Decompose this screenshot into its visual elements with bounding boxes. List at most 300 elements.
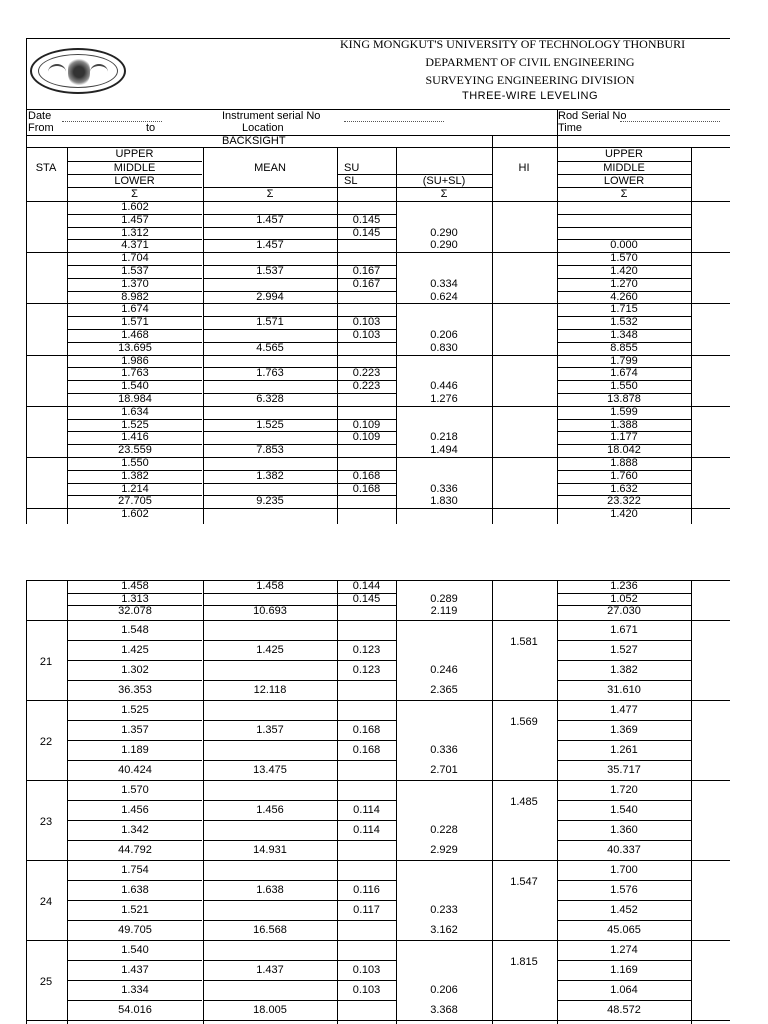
top-cell-10-2: 0.103 xyxy=(352,329,381,341)
top-cell-17-4: 1.388 xyxy=(610,418,638,431)
top-row-line-11 xyxy=(67,342,202,343)
from-label: From xyxy=(28,122,54,134)
station-0-cell-1-2: 0.123 xyxy=(352,644,381,656)
top-row-line-13 xyxy=(67,367,202,368)
station-1-cell-1-2: 0.168 xyxy=(352,724,381,736)
top-cell-20-0: 1.550 xyxy=(121,457,149,469)
station-3-cell-1-4: 1.576 xyxy=(610,884,638,896)
station-3-cell-2-3: 0.233 xyxy=(430,904,458,916)
top-mid-line-10 xyxy=(203,329,396,330)
station-1-cell-2-0: 1.189 xyxy=(121,744,149,756)
station-hi-0: 1.581 xyxy=(510,636,538,648)
station-0-bottom-line xyxy=(26,700,730,701)
division-name: SURVEYING ENGINEERING DIVISION xyxy=(425,73,635,87)
top-mid-line-19 xyxy=(203,444,396,445)
station-number-0: 21 xyxy=(39,656,53,668)
date-label: Date xyxy=(28,110,52,122)
station-2-cell-0-4: 1.720 xyxy=(610,784,638,796)
station-0-cell-3-4: 31.610 xyxy=(607,684,641,696)
station-1-cell-2-3: 0.336 xyxy=(430,744,458,756)
station-0-mid-line-1 xyxy=(203,640,396,641)
top-row-line-15 xyxy=(67,393,202,394)
col-mean: MEAN xyxy=(254,162,286,174)
station-0-cell-3-3: 2.365 xyxy=(430,684,458,696)
top-cell-3-4: 0.000 xyxy=(610,239,638,252)
top-fs-line-6 xyxy=(557,278,691,279)
top-fs-line-23 xyxy=(557,495,691,496)
station-2-cell-3-4: 40.337 xyxy=(607,844,641,856)
mid-cell-1-2: 0.145 xyxy=(352,592,381,605)
station-hi-2: 1.485 xyxy=(510,796,538,808)
station-hi-1: 1.569 xyxy=(510,716,538,728)
bottom-column-rule-0 xyxy=(26,580,27,1024)
station-1-row-line-2 xyxy=(67,740,202,741)
header-sub-line-1 xyxy=(67,161,202,162)
top-row-line-3 xyxy=(67,239,202,240)
top-cell-13-4: 1.674 xyxy=(610,367,638,380)
top-cell-0-0: 1.602 xyxy=(121,201,149,213)
station-3-fs-line-3 xyxy=(557,920,691,921)
top-cell-7-1: 2.994 xyxy=(256,290,284,303)
station-1-mid-line-1 xyxy=(203,720,396,721)
mid-mid-line-1 xyxy=(203,593,396,594)
top-row-line-12 xyxy=(26,355,730,356)
station-0-row-line-3 xyxy=(67,680,202,681)
station-4-row-line-2 xyxy=(67,980,202,981)
column-rule-7 xyxy=(691,147,692,524)
mid-cell-0-1: 1.458 xyxy=(256,580,284,592)
top-cell-11-3: 0.830 xyxy=(430,341,458,354)
station-0-cell-2-2: 0.123 xyxy=(352,664,381,676)
column-rule-1 xyxy=(67,147,68,524)
station-2-cell-1-2: 0.114 xyxy=(353,804,380,816)
top-row-line-5 xyxy=(67,265,202,266)
station-3-mid-line-3 xyxy=(203,920,396,921)
top-row-line-17 xyxy=(67,419,202,420)
top-fs-line-15 xyxy=(557,393,691,394)
top-cell-9-2: 0.103 xyxy=(352,316,381,329)
top-row-line-23 xyxy=(67,495,202,496)
mid-cell-1-3: 0.289 xyxy=(430,592,458,605)
top-cell-9-0: 1.571 xyxy=(121,316,149,329)
station-4-fs-line-1 xyxy=(557,960,691,961)
top-fs-line-21 xyxy=(557,470,691,471)
station-4-cell-2-4: 1.064 xyxy=(610,984,638,996)
station-2-cell-3-0: 44.792 xyxy=(118,844,152,856)
top-cell-14-4: 1.550 xyxy=(610,380,638,393)
station-0-fs-line-3 xyxy=(557,680,691,681)
top-cell-2-3: 0.290 xyxy=(430,226,458,239)
station-4-fs-line-3 xyxy=(557,1000,691,1001)
station-number-1: 22 xyxy=(39,736,53,748)
station-1-cell-3-4: 35.717 xyxy=(607,764,641,776)
station-4-bottom-line xyxy=(26,1020,730,1021)
instrument-label: Instrument serial No xyxy=(222,110,321,122)
top-fs-line-1 xyxy=(557,214,691,215)
top-cell-13-0: 1.763 xyxy=(121,367,149,380)
station-1-mid-line-3 xyxy=(203,760,396,761)
station-0-mid-line-3 xyxy=(203,680,396,681)
station-2-cell-1-0: 1.456 xyxy=(121,804,149,816)
station-3-cell-1-2: 0.116 xyxy=(353,884,380,896)
top-mid-line-22 xyxy=(203,483,396,484)
station-2-cell-3-1: 14.931 xyxy=(253,844,287,856)
station-number-2: 23 xyxy=(39,816,53,828)
bottom-column-rule-4 xyxy=(396,580,397,1024)
top-row-line-9 xyxy=(67,316,202,317)
col-hi: HI xyxy=(518,162,530,174)
form-bottom-border xyxy=(26,135,730,136)
station-0-cell-0-0: 1.548 xyxy=(121,624,149,636)
top-mid-line-17 xyxy=(203,419,396,420)
station-hi-4: 1.815 xyxy=(510,956,538,968)
station-0-cell-0-4: 1.671 xyxy=(610,624,638,636)
top-cell-18-4: 1.177 xyxy=(610,431,638,444)
seal-emblem-icon xyxy=(68,58,90,86)
station-0-mid-line-2 xyxy=(203,660,396,661)
station-2-cell-1-1: 1.456 xyxy=(256,804,284,816)
top-cell-1-0: 1.457 xyxy=(121,213,149,226)
station-3-row-line-3 xyxy=(67,920,202,921)
top-row-line-24 xyxy=(26,508,730,509)
top-cell-7-4: 4.260 xyxy=(610,290,638,303)
top-cell-1-1: 1.457 xyxy=(256,213,284,226)
station-0-fs-line-2 xyxy=(557,660,691,661)
station-4-cell-0-4: 1.274 xyxy=(610,944,638,956)
station-3-cell-2-4: 1.452 xyxy=(610,904,638,916)
page-break-gap xyxy=(0,524,768,580)
col-fs-lower: LOWER xyxy=(603,175,645,187)
time-label: Time xyxy=(558,122,583,134)
top-cell-17-2: 0.109 xyxy=(352,418,381,431)
top-cell-15-0: 18.984 xyxy=(118,393,152,405)
top-cell-12-0: 1.986 xyxy=(121,354,149,367)
top-cell-18-0: 1.416 xyxy=(121,431,149,444)
station-hi-3: 1.547 xyxy=(510,876,538,888)
top-cell-8-0: 1.674 xyxy=(121,303,149,316)
station-1-fs-line-3 xyxy=(557,760,691,761)
top-cell-5-2: 0.167 xyxy=(352,265,381,277)
station-1-cell-1-4: 1.369 xyxy=(610,724,638,736)
top-row-line-21 xyxy=(67,470,202,471)
fs-top-rule xyxy=(557,109,558,147)
station-3-cell-2-2: 0.117 xyxy=(353,904,380,916)
top-row-line-20 xyxy=(26,457,730,458)
top-mid-line-14 xyxy=(203,380,396,381)
date-fill-line xyxy=(62,121,162,122)
col-fs-upper: UPPER xyxy=(605,148,643,160)
top-fs-line-17 xyxy=(557,419,691,420)
station-4-cell-3-4: 48.572 xyxy=(607,1004,641,1016)
top-row-line-2 xyxy=(67,227,202,228)
top-cell-6-3: 0.334 xyxy=(430,277,458,290)
station-2-cell-0-0: 1.570 xyxy=(121,784,149,796)
top-cell-13-2: 0.223 xyxy=(352,367,381,380)
top-cell-3-0: 4.371 xyxy=(121,239,149,252)
station-4-cell-2-2: 0.103 xyxy=(352,984,381,996)
column-rule-5 xyxy=(492,147,493,524)
top-cell-11-4: 8.855 xyxy=(610,341,638,354)
station-4-cell-1-4: 1.169 xyxy=(610,964,638,976)
top-cell-14-3: 0.446 xyxy=(430,380,458,393)
mid-cell-2-4: 27.030 xyxy=(607,605,641,617)
mid-row-line-1 xyxy=(67,593,202,594)
station-1-cell-2-2: 0.168 xyxy=(352,744,381,756)
top-cell-6-2: 0.167 xyxy=(352,277,381,290)
top-cell-23-4: 23.322 xyxy=(607,495,641,508)
top-mid-line-23 xyxy=(203,495,396,496)
frame-top-border xyxy=(26,38,730,39)
mid-cell-2-1: 10.693 xyxy=(253,605,287,617)
station-2-mid-line-3 xyxy=(203,840,396,841)
top-fs-line-13 xyxy=(557,367,691,368)
top-cell-4-0: 1.704 xyxy=(121,252,149,265)
top-mid-line-11 xyxy=(203,342,396,343)
station-1-cell-0-0: 1.525 xyxy=(121,704,149,716)
station-3-cell-3-3: 3.162 xyxy=(430,924,458,936)
station-0-cell-2-4: 1.382 xyxy=(610,664,638,676)
top-cell-21-1: 1.382 xyxy=(256,469,284,482)
top-cell-10-0: 1.468 xyxy=(121,329,149,341)
top-row-line-7 xyxy=(67,291,202,292)
station-4-cell-3-1: 18.005 xyxy=(253,1004,287,1016)
sheet-title: THREE-WIRE LEVELING xyxy=(461,90,599,102)
header-sub-line-2 xyxy=(67,174,202,175)
top-row-line-10 xyxy=(67,329,202,330)
station-4-row-line-1 xyxy=(67,960,202,961)
top-fs-line-7 xyxy=(557,291,691,292)
fs-header-sub-line-3 xyxy=(557,187,691,188)
top-cell-8-4: 1.715 xyxy=(610,303,638,316)
station-4-cell-2-0: 1.334 xyxy=(121,984,149,996)
top-fs-line-22 xyxy=(557,483,691,484)
top-cell-10-4: 1.348 xyxy=(610,329,638,341)
col-su: SU xyxy=(344,162,360,174)
top-mid-line-13 xyxy=(203,367,396,368)
station-1-fs-line-1 xyxy=(557,720,691,721)
station-1-row-line-3 xyxy=(67,760,202,761)
top-cell-7-0: 8.982 xyxy=(121,290,149,303)
station-0-cell-3-1: 12.118 xyxy=(253,684,287,696)
station-2-row-line-1 xyxy=(67,800,202,801)
to-label: to xyxy=(146,122,156,134)
station-3-mid-line-2 xyxy=(203,900,396,901)
station-0-cell-2-3: 0.246 xyxy=(430,664,458,676)
top-cell-11-1: 4.565 xyxy=(256,341,284,354)
mid-cell-2-3: 2.119 xyxy=(430,605,458,617)
col-su-sl: (SU+SL) xyxy=(422,175,466,187)
station-1-row-line-1 xyxy=(67,720,202,721)
station-2-fs-line-1 xyxy=(557,800,691,801)
top-cell-13-1: 1.763 xyxy=(256,367,284,380)
top-cell-6-0: 1.370 xyxy=(121,277,149,290)
top-fs-line-14 xyxy=(557,380,691,381)
station-1-cell-3-1: 13.475 xyxy=(253,764,287,776)
station-2-cell-2-3: 0.228 xyxy=(430,824,458,836)
mid-cell-2-0: 32.078 xyxy=(118,605,152,617)
top-cell-15-3: 1.276 xyxy=(430,393,458,405)
column-rule-2 xyxy=(203,147,204,524)
top-cell-12-4: 1.799 xyxy=(610,354,638,367)
station-3-cell-3-0: 49.705 xyxy=(118,924,152,936)
mid-cell-0-0: 1.458 xyxy=(121,580,149,592)
top-row-line-8 xyxy=(26,303,730,304)
top-cell-19-0: 23.559 xyxy=(118,444,152,457)
station-3-cell-3-4: 45.065 xyxy=(607,924,641,936)
station-1-cell-1-1: 1.357 xyxy=(256,724,284,736)
station-4-mid-line-1 xyxy=(203,960,396,961)
university-name: KING MONGKUT'S UNIVERSITY OF TECHNOLOGY THONBURI xyxy=(340,37,686,51)
top-fs-line-5 xyxy=(557,265,691,266)
top-cell-17-0: 1.525 xyxy=(121,418,149,431)
station-0-row-line-2 xyxy=(67,660,202,661)
station-3-cell-1-0: 1.638 xyxy=(121,884,149,896)
top-cell-9-1: 1.571 xyxy=(256,316,284,329)
station-3-cell-0-4: 1.700 xyxy=(610,864,638,876)
station-3-cell-1-1: 1.638 xyxy=(256,884,284,896)
col-su-sl-sigma: Σ xyxy=(440,188,448,200)
col-upper: UPPER xyxy=(115,148,154,160)
top-cell-2-2: 0.145 xyxy=(352,226,381,239)
column-rule-3 xyxy=(337,147,338,524)
top-fs-line-11 xyxy=(557,342,691,343)
top-fs-line-9 xyxy=(557,316,691,317)
station-number-3: 24 xyxy=(39,896,53,908)
top-mid-line-7 xyxy=(203,291,396,292)
station-number-4: 25 xyxy=(39,976,53,988)
station-4-cell-3-3: 3.368 xyxy=(430,1004,458,1016)
top-cell-18-2: 0.109 xyxy=(352,431,381,444)
rod-serial-label: Rod Serial No xyxy=(558,110,627,122)
top-cell-11-0: 13.695 xyxy=(118,341,152,354)
top-cell-5-1: 1.537 xyxy=(256,265,284,277)
top-cell-22-4: 1.632 xyxy=(610,482,638,495)
top-cell-17-1: 1.525 xyxy=(256,418,284,431)
top-cell-5-4: 1.420 xyxy=(610,265,638,277)
station-0-cell-1-4: 1.527 xyxy=(610,644,638,656)
top-row-line-6 xyxy=(67,278,202,279)
column-rule-6 xyxy=(557,147,558,524)
top-mid-line-21 xyxy=(203,470,396,471)
station-0-cell-1-0: 1.425 xyxy=(121,644,149,656)
top-cell-18-3: 0.218 xyxy=(430,431,458,444)
backsight-label: BACKSIGHT xyxy=(222,135,286,147)
mid-fs-line-1 xyxy=(557,593,691,594)
station-1-bottom-line xyxy=(26,780,730,781)
top-mid-line-6 xyxy=(203,278,396,279)
top-cell-23-0: 27.705 xyxy=(118,495,152,508)
top-cell-19-1: 7.853 xyxy=(256,444,284,457)
rod-fill-line xyxy=(620,121,720,122)
top-cell-16-4: 1.599 xyxy=(610,405,638,418)
station-section-top xyxy=(26,620,730,621)
su-sl-divider xyxy=(337,174,492,175)
station-4-cell-1-0: 1.437 xyxy=(121,964,149,976)
station-2-row-line-2 xyxy=(67,820,202,821)
hi-top-rule xyxy=(492,135,493,147)
col-middle: MIDDLE xyxy=(113,162,156,174)
department-name: DEPARMENT OF CIVIL ENGINEERING xyxy=(425,55,635,69)
top-row-line-1 xyxy=(67,214,202,215)
top-cell-22-0: 1.214 xyxy=(121,482,149,495)
university-seal-logo xyxy=(30,48,126,94)
station-2-mid-line-1 xyxy=(203,800,396,801)
top-fs-line-2 xyxy=(557,227,691,228)
top-cell-24-4: 1.420 xyxy=(610,508,638,521)
top-cell-19-4: 18.042 xyxy=(607,444,641,457)
station-3-cell-0-0: 1.754 xyxy=(121,864,149,876)
station-2-cell-2-4: 1.360 xyxy=(610,824,638,836)
station-0-row-line-1 xyxy=(67,640,202,641)
station-3-fs-line-1 xyxy=(557,880,691,881)
station-1-cell-0-4: 1.477 xyxy=(610,704,638,716)
station-0-cell-1-1: 1.425 xyxy=(256,644,284,656)
top-cell-22-2: 0.168 xyxy=(352,482,381,495)
top-mid-line-2 xyxy=(203,227,396,228)
seal-wing-left xyxy=(48,64,66,80)
mid-cell-0-4: 1.236 xyxy=(610,580,638,592)
top-cell-21-2: 0.168 xyxy=(352,469,381,482)
station-1-cell-1-0: 1.357 xyxy=(121,724,149,736)
station-2-cell-1-4: 1.540 xyxy=(610,804,638,816)
top-cell-14-2: 0.223 xyxy=(352,380,381,393)
top-row-line-16 xyxy=(26,406,730,407)
top-cell-6-4: 1.270 xyxy=(610,277,638,290)
top-cell-24-0: 1.602 xyxy=(121,508,149,521)
station-2-fs-line-3 xyxy=(557,840,691,841)
top-cell-3-3: 0.290 xyxy=(430,239,458,252)
top-cell-14-0: 1.540 xyxy=(121,380,149,393)
top-fs-line-3 xyxy=(557,239,691,240)
station-1-fs-line-2 xyxy=(557,740,691,741)
col-sigma: Σ xyxy=(131,188,138,200)
top-cell-1-2: 0.145 xyxy=(352,213,381,226)
mean-sigma-divider xyxy=(203,187,492,188)
mid-fs-line-2 xyxy=(557,605,691,606)
mid-cell-0-2: 0.144 xyxy=(352,580,381,592)
station-0-cell-3-0: 36.353 xyxy=(118,684,152,696)
top-cell-4-4: 1.570 xyxy=(610,252,638,265)
top-mid-line-9 xyxy=(203,316,396,317)
col-lower: LOWER xyxy=(114,175,155,187)
col-sta: STA xyxy=(35,162,57,174)
top-row-line-18 xyxy=(67,431,202,432)
header-bottom-border xyxy=(26,109,730,110)
station-2-row-line-3 xyxy=(67,840,202,841)
station-1-mid-line-2 xyxy=(203,740,396,741)
column-rule-0 xyxy=(26,147,27,524)
station-2-mid-line-2 xyxy=(203,820,396,821)
column-header-bottom xyxy=(26,201,730,202)
top-cell-10-3: 0.206 xyxy=(430,329,458,341)
station-4-mid-line-2 xyxy=(203,980,396,981)
station-2-fs-line-2 xyxy=(557,820,691,821)
station-3-bottom-line xyxy=(26,940,730,941)
top-row-line-22 xyxy=(67,483,202,484)
station-0-fs-line-1 xyxy=(557,640,691,641)
top-cell-16-0: 1.634 xyxy=(121,405,149,418)
column-header-top xyxy=(26,147,730,148)
location-label: Location xyxy=(242,122,284,134)
bottom-column-rule-7 xyxy=(691,580,692,1024)
top-cell-15-1: 6.328 xyxy=(256,393,284,405)
station-2-cell-3-3: 2.929 xyxy=(430,844,458,856)
top-row-line-4 xyxy=(26,252,730,253)
station-4-cell-1-1: 1.437 xyxy=(256,964,284,976)
station-1-cell-2-4: 1.261 xyxy=(610,744,638,756)
col-fs-middle: MIDDLE xyxy=(603,162,645,174)
station-4-mid-line-3 xyxy=(203,1000,396,1001)
